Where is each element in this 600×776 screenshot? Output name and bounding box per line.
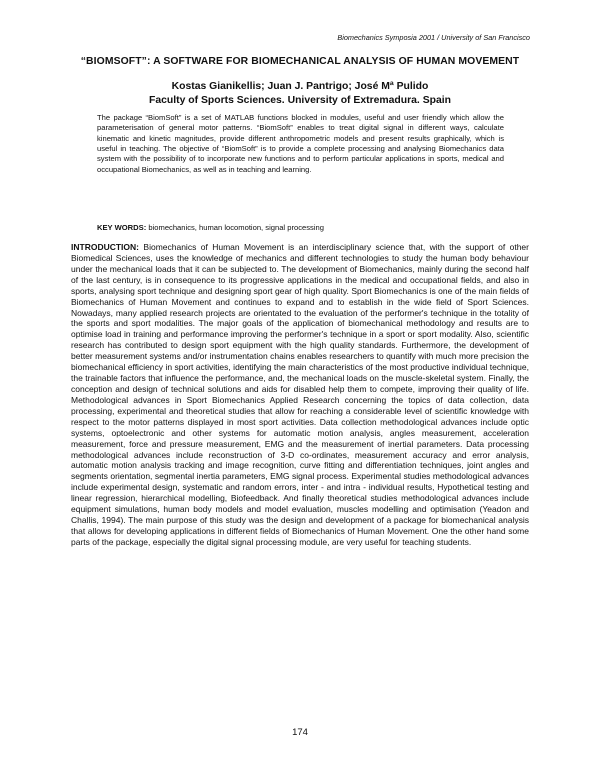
introduction-label: INTRODUCTION: (71, 242, 139, 252)
keywords-text: biomechanics, human locomotion, signal processing (148, 223, 324, 232)
keywords (97, 223, 504, 232)
author-names: Kostas Gianikellis; Juan J. Pantrigo; José Mª Pulido (171, 81, 429, 92)
paper-title: “BIOMSOFT”: A SOFTWARE FOR BIOMECHANICAL ANALYSIS OF HUMAN MOVEMENT (80, 56, 520, 67)
affiliation: Faculty of Sports Sciences. University of Extremadura. Spain (149, 95, 451, 106)
abstract: The package “BiomSoft” is a set of MATLAB functions blocked in modules, useful and user friendly which allow the parameterisation of general motor patterns. “BiomSoft” enables to treat digital signal in different ways, calculate kinematic and kinetic magnitudes, provide different anthropometric models and present results graphically, which is useful in teaching. The objective of “BiomSoft” is to provide a complete processing and analysing Biomechanics data system with the possibility of to incorporate new functions and to perform particular applications in sports, medical and occupational Biomechanics, as well as in teaching and learning. (97, 113, 504, 174)
introduction-paragraph (71, 242, 529, 548)
page-number: 174 (292, 727, 308, 738)
running-header: Biomechanics Symposia 2001 / University of San Francisco (337, 33, 530, 42)
author-block (40, 80, 560, 108)
introduction-text: Biomechanics of Human Movement is an interdisciplinary science that, with the support of other Biomedical Sciences, uses the knowledge of mechanics and different technologies to study the human body behaviour under the mechanical loads that it can be subjected to. The development of Biomechanics, mainly during the second half of the last century, is in consequence to its progressive applications in the medical and occupational fields, and also in sports, analysing sport technique and designing sport gear of high quality. Sport Biomechanics is one of the main fields of Biomechanics of Human Movement and continues to expand and to establish in the wide field of Sport Sciences. Nowadays, many applied research projects are orientated to the evaluation of the performer's technique in the totality of the sports and sport modalities. The major goals of the application of biomechanical methodology and results are to optimise load in training and performance improving the performer's technique in a sport or sport modality. Also, scientific research has contributed to design sport equipment with the high quality standards. Furthermore, the development of better measurement systems and/or instrumentation chains enables researchers to quantify with much more precision the biomechanical efficiency in sport activities, identifying the main characteristics of the most productive individual technique, the trainable factors that influence the performance, and, the mechanical loads on the muscle-skeletal system. Finally, the conception and design of technical solutions and aids for disabled help them to compete, improving their quality of life. Methodological advances in Sport Biomechanics Applied Research concerning the topics of data collection, data processing, experimental and theoretical studies that allow for reaching a considerable level of scientific knowledge with respect to the motor patterns displayed in most sport activities. Data collection methodological advances include optic systems, optoelectronic and other systems for automatic motion analysis, angles measurement, acceleration measurement, force and pressure measurement, EMG and the measurement of inertial parameters. Data processing methodological advances include reconstruction of 3-D co-ordinates, measurement accuracy and error analysis, automatic motion analysis tracking and image recognition, curve fitting and differentiation techniques, joint angles and segments orientation, segmental inertia parameters, EMG signal process. Experimental studies methodological advances include experimental design, systematic and random errors, inter - and intra - individual results, Hypothetical testing and linear regression, hierarchical modelling, Biofeedback. And finally theoretical studies methodological advances include equipment simulations, human body models and model evaluation, muscles modelling and optimisation (Yeadon and Challis, 1994). The main purpose of this study was the design and development of a package for biomechanical analysis that allows for developing applications in different fields of Biomechanics of Human Movement. One the other hand some parts of the package, especially the digital signal processing module, are very useful for teaching students. (71, 242, 529, 547)
keywords-label: KEY WORDS: (97, 223, 147, 232)
